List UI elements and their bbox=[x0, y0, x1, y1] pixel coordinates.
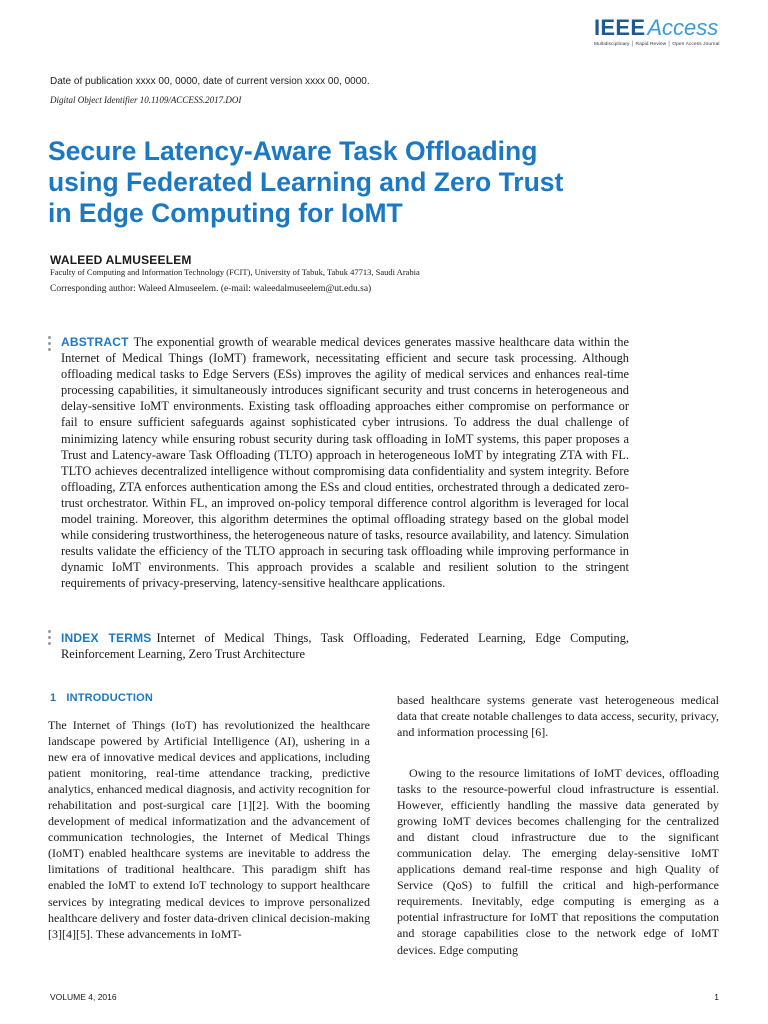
doi: Digital Object Identifier 10.1109/ACCESS.2017.DOI bbox=[50, 95, 242, 105]
logo-ieee-text: IEEE bbox=[594, 15, 646, 40]
author-affiliation: Faculty of Computing and Information Technology (FCIT), University of Tabuk, Tabuk 47713, Saudi Arabia bbox=[50, 267, 420, 277]
author-name: WALEED ALMUSEELEM bbox=[50, 253, 192, 267]
volume-footer: VOLUME 4, 2016 bbox=[50, 992, 117, 1002]
publication-date: Date of publication xxxx 00, 0000, date of current version xxxx 00, 0000. bbox=[50, 76, 370, 87]
abstract-text: The exponential growth of wearable medical devices generates massive healthcare data within the Internet of Medical Things (IoMT) framework, necessitating efficient and secure task processing. Although offloading medical tasks to Edge Servers (ESs) improves the agility of medical services and enhances real-time processing capabilities, it simultaneously introduces significant security and trust concerns in heterogeneous and delay-sensitive IoMT environments. Existing task offloading approaches either compromise on performance or fail to ensure sufficient safeguards against sophisticated cyber intrusions. To address the dual challenge of minimizing latency while ensuring robust security during task offloading in IoMT systems, this paper proposes a Trust and Latency-aware Task Offloading (TLTO) approach in heterogeneous IoMT by integrating ZTA with FL. TLTO achieves decentralized intelligence without compromising data confidentiality and system integrity. Before offloading, ZTA enforces authentication among the ESs and cloud entities, orchestrated through a dedicated zero-trust orchestrator. Within FL, an improved on-policy temporal difference control algorithm is leveraged for local model training. Moreover, this algorithm determines the optimal offloading strategy based on the global model while considering trustworthiness, the heterogeneous nature of tasks, resource availability, and latency. Simulation results validate the efficiency of the TLTO approach in securing task offloading while improving performance in dynamic IoMT environments. This approach provides a scalable and resilient solution to the stringent requirements of privacy-preserving, latency-sensitive healthcare applications. bbox=[61, 335, 629, 591]
corresponding-author: Corresponding author: Waleed Almuseelem. (e-mail: waleedalmuseelem@ut.edu.sa) bbox=[50, 284, 372, 294]
section-title: INTRODUCTION bbox=[66, 692, 154, 704]
abstract-heading: ABSTRACT bbox=[61, 335, 129, 349]
abstract-dots-marker bbox=[48, 336, 51, 354]
abstract bbox=[61, 334, 629, 592]
index-terms-dots-marker bbox=[48, 630, 51, 648]
body-paragraph-col2: Owing to the resource limitations of IoMT devices, offloading tasks to the resource-powerful cloud infrastructure is essential. However, efficiently handling the massive data generated by growing IoMT devices becomes challenging for the centralized and distant cloud infrastructure due to the significant communication delay. The emerging delay-sensitive IoMT applications demand real-time response and high Quality of Service (QoS) to fulfill the critical and high-performance requirements. Inevitably, edge computing is emerging as a potential infrastructure for IoMT that repositions the computation and storage capabilities close to the network edge of IoMT devices. Edge computing bbox=[397, 766, 719, 957]
logo-wordmark bbox=[594, 15, 719, 40]
paper-title bbox=[48, 136, 688, 229]
logo-access-text: Access bbox=[647, 15, 719, 40]
section-heading-introduction bbox=[50, 692, 153, 704]
title-line: in Edge Computing for IoMT bbox=[48, 198, 403, 228]
page-number: 1 bbox=[714, 992, 719, 1002]
logo-tagline: Multidisciplinary │ Rapid Review │ Open Access Journal bbox=[594, 42, 720, 47]
ieee-access-logo bbox=[594, 15, 720, 50]
body-paragraph-col2-continued: based healthcare systems generate vast heterogeneous medical data that create notable challenges to data access, security, privacy, and information processing [6]. bbox=[397, 693, 719, 740]
body-paragraph-col1: The Internet of Things (IoT) has revolutionized the healthcare landscape powered by Artificial Intelligence (AI), ushering in a new era of innovative medical devices and applications, including patient monitoring, real-time attendance tracking, predictive analytics, enhanced medical diagnosis, and activity recognition for rehabilitation and post-surgical care [1][2]. With the booming development of medical informatization and the advancement of communication technologies, the Internet of Medical Things (IoMT) enabled healthcare systems are inevitable to address the limitations of traditional healthcare. This paradigm shift has enabled the IoMT to extend IoT technology to support healthcare services by integrating medical devices to improve personalized healthcare delivery and foster data-driven clinical decision-making [3][4][5]. These advancements in IoMT- bbox=[48, 718, 370, 941]
index-terms-text: Internet of Medical Things, Task Offloading, Federated Learning, Edge Computing, Reinforcement Learning, Zero Trust Architecture bbox=[61, 631, 630, 662]
title-line: Secure Latency-Aware Task Offloading bbox=[48, 136, 538, 166]
index-terms-heading: INDEX TERMS bbox=[61, 631, 152, 645]
title-line: using Federated Learning and Zero Trust bbox=[48, 167, 564, 197]
section-number: 1 bbox=[50, 692, 57, 704]
index-terms bbox=[61, 630, 629, 662]
